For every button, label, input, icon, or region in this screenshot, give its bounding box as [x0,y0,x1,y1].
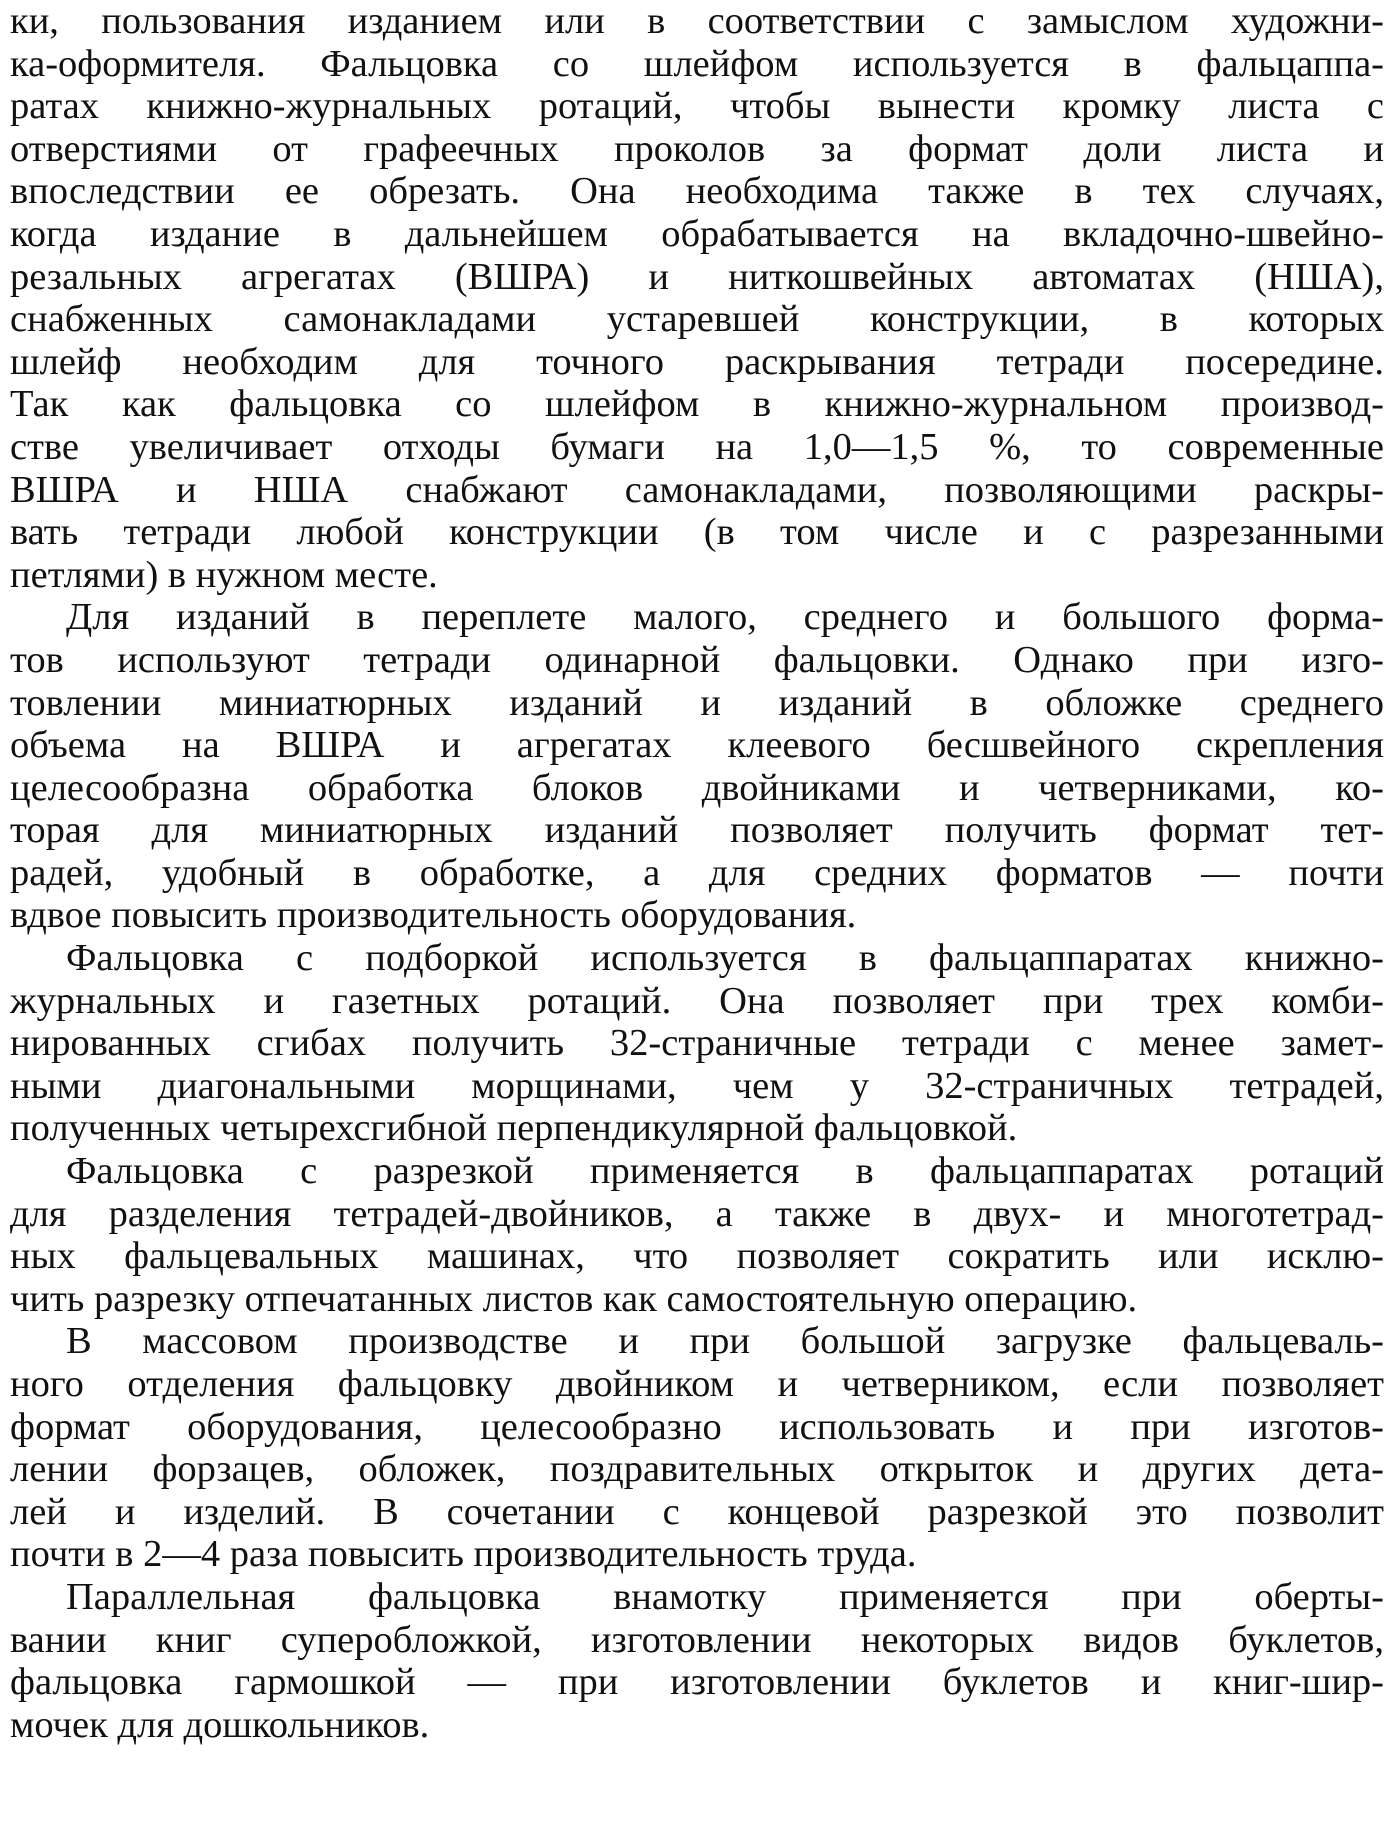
document-page [10,0,1384,1746]
text-line: тов используют тетради одинарной фальцовки. Однако при изго- [10,638,1384,681]
text-line: вать тетради любой конструкции (в том числе и с разрезанными [10,511,1384,554]
paragraph [10,596,1384,937]
text-line: лей и изделий. В сочетании с концевой разрезкой это позволит [10,1490,1384,1533]
text-line: фальцовка гармошкой — при изготовлении буклетов и книг-шир- [10,1661,1384,1704]
paragraph [10,937,1384,1150]
text-line: торая для миниатюрных изданий позволяет получить формат тет- [10,809,1384,852]
text-line: полученных четырехсгибной перпендикулярной фальцовкой. [10,1107,1018,1150]
text-line: почти в 2—4 раза повысить производительность труда. [10,1533,917,1576]
text-line: шлейф необходим для точного раскрывания тетради посередине. [10,340,1384,383]
text-line: отверстиями от графеечных проколов за формат доли листа и [10,127,1384,170]
paragraph [10,1150,1384,1320]
text-line: ВШРА и НША снабжают самонакладами, позволяющими раскры- [10,468,1384,511]
text-line: когда издание в дальнейшем обрабатывается на вкладочно-швейно- [10,212,1384,255]
text-line: ки, пользования изданием или в соответствии с замыслом художни- [10,0,1384,42]
text-line: целесообразна обработка блоков двойниками и четверниками, ко- [10,766,1384,809]
text-line: петлями) в нужном месте. [10,553,438,596]
text-line: резальных агрегатах (ВШРА) и ниткошвейных автоматах (НША), [10,255,1384,298]
text-line: ного отделения фальцовку двойником и четверником, если позволяет [10,1363,1384,1405]
paragraph [10,1320,1384,1576]
paragraph [10,1576,1384,1746]
text-line: чить разрезку отпечатанных листов как самостоятельную операцию. [10,1277,1138,1320]
text-line: В массовом производстве и при большой загрузке фальцеваль- [66,1320,1384,1363]
text-line: вании книг суперобложкой, изготовлении некоторых видов буклетов, [10,1618,1384,1661]
text-line: объема на ВШРА и агрегатах клеевого бесшвейного скрепления [10,724,1384,767]
text-line: мочек для дошкольников. [10,1703,430,1746]
text-line: стве увеличивает отходы бумаги на 1,0—1,5 %, то современные [10,425,1384,468]
text-line: Так как фальцовка со шлейфом в книжно-журнальном производ- [10,383,1384,426]
text-line: снабженных самонакладами устаревшей конструкции, в которых [10,298,1384,341]
text-line: вдвое повысить производительность оборудования. [10,894,857,937]
text-line: ных фальцевальных машинах, что позволяет сократить или исклю- [10,1235,1384,1278]
text-line: радей, удобный в обработке, а для средних форматов — почти [10,851,1384,894]
text-line: нированных сгибах получить 32-страничные тетради с менее замет- [10,1022,1384,1065]
text-line: товлении миниатюрных изданий и изданий в обложке среднего [10,681,1384,724]
text-line: ка-оформителя. Фальцовка со шлейфом используется в фальцаппа- [10,42,1384,85]
text-line: Для изданий в переплете малого, среднего и большого форма- [66,596,1384,639]
paragraph [10,0,1384,596]
text-line: впоследствии ее обрезать. Она необходима также в тех случаях, [10,170,1384,213]
text-line: журнальных и газетных ротаций. Она позволяет при трех комби- [10,979,1384,1022]
text-line: Параллельная фальцовка внамотку применяется при оберты- [66,1575,1384,1618]
text-line: Фальцовка с разрезкой применяется в фальцаппаратах ротаций [66,1150,1384,1193]
text-line: лении форзацев, обложек, поздравительных открыток и других дета- [10,1448,1384,1491]
text-line: ными диагональными морщинами, чем у 32-страничных тетрадей, [10,1064,1384,1107]
text-line: для разделения тетрадей-двойников, а также в двух- и многотетрад- [10,1192,1384,1235]
text-line: Фальцовка с подборкой используется в фальцаппаратах книжно- [66,937,1384,980]
text-line: ратах книжно-журнальных ротаций, чтобы вынести кромку листа с [10,85,1384,128]
text-line: формат оборудования, целесообразно использовать и при изготов- [10,1405,1384,1448]
